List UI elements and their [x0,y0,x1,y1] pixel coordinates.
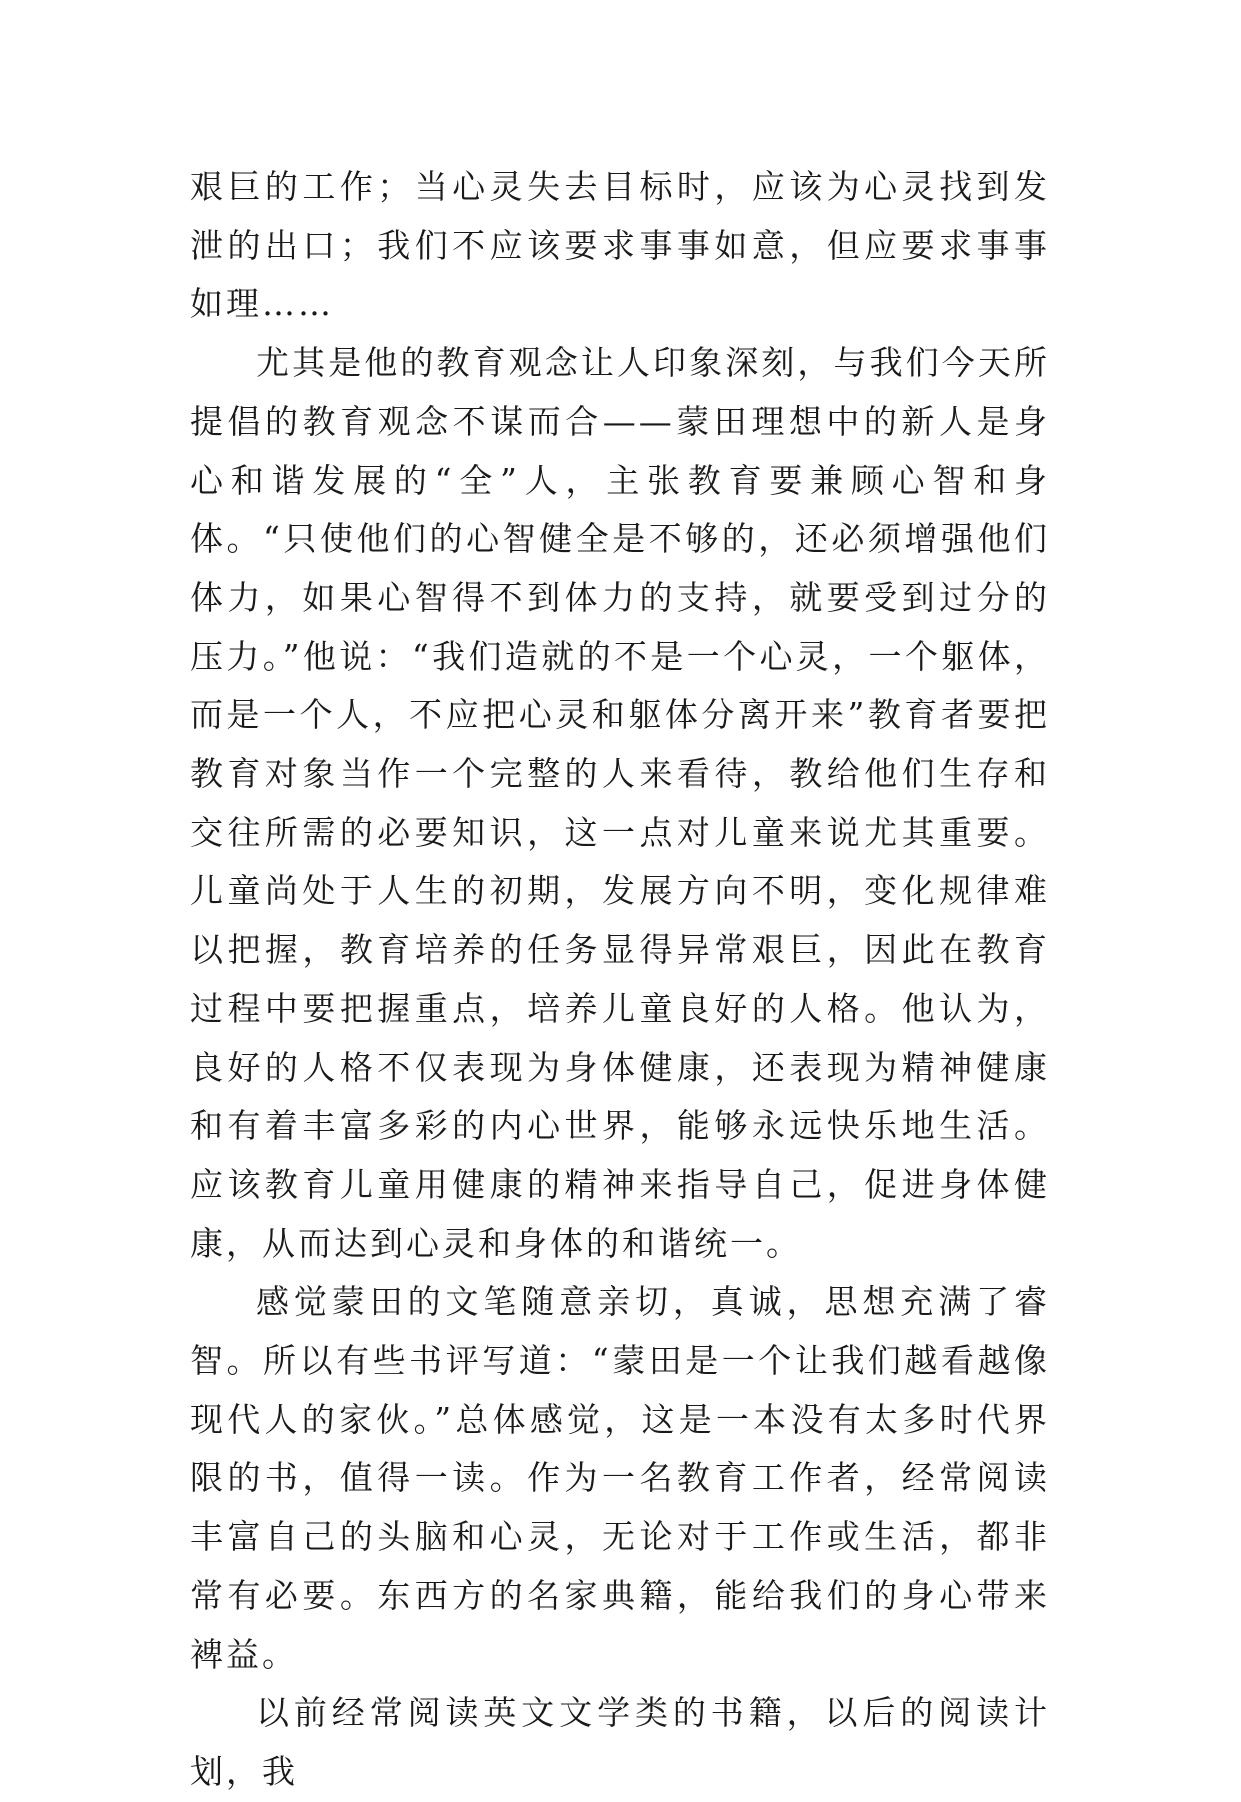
paragraph-3: 感觉蒙田的文笔随意亲切，真诚，思想充满了睿智。所以有些书评写道：“蒙田是一个让我们越看越像现代人的家伙。”总体感觉，这是一本没有太多时代界限的书，值得一读。作为一名教育工作者，经常阅读丰富自己的头脑和心灵，无论对于工作或生活，都非常有必要。东西方的名家典籍，能给我们的身心带来裨益。 [190,1282,1050,1674]
paragraph-4: 以前经常阅读英文文学类的书籍，以后的阅读计划，我 [190,1693,1050,1791]
paragraph-1: 艰巨的工作；当心灵失去目标时，应该为心灵找到发泄的出口；我们不应该要求事事如意，但应要求事事如理…… [190,167,1050,324]
paragraph-2: 尤其是他的教育观念让人印象深刻，与我们今天所提倡的教育观念不谋而合——蒙田理想中的新人是身心和谐发展的“全”人，主张教育要兼顾心智和身体。“只使他们的心智健全是不够的，还必须增强他们体力，如果心智得不到体力的支持，就要受到过分的压力。”他说：“我们造就的不是一个心灵，一个躯体，而是一个人，不应把心灵和躯体分离开来”教育者要把教育对象当作一个完整的人来看待，教给他们生存和交往所需的必要知识，这一点对儿童来说尤其重要。儿童尚处于人生的初期，发展方向不明，变化规律难以把握，教育培养的任务显得异常艰巨，因此在教育过程中要把握重点，培养儿童良好的人格。他认为，良好的人格不仅表现为身体健康，还表现为精神健康和有着丰富多彩的内心世界，能够永远快乐地生活。应该教育儿童用健康的精神来指导自己，促进身体健康，从而达到心灵和身体的和谐统一。 [190,343,1050,1263]
document-body [190,158,1050,1802]
